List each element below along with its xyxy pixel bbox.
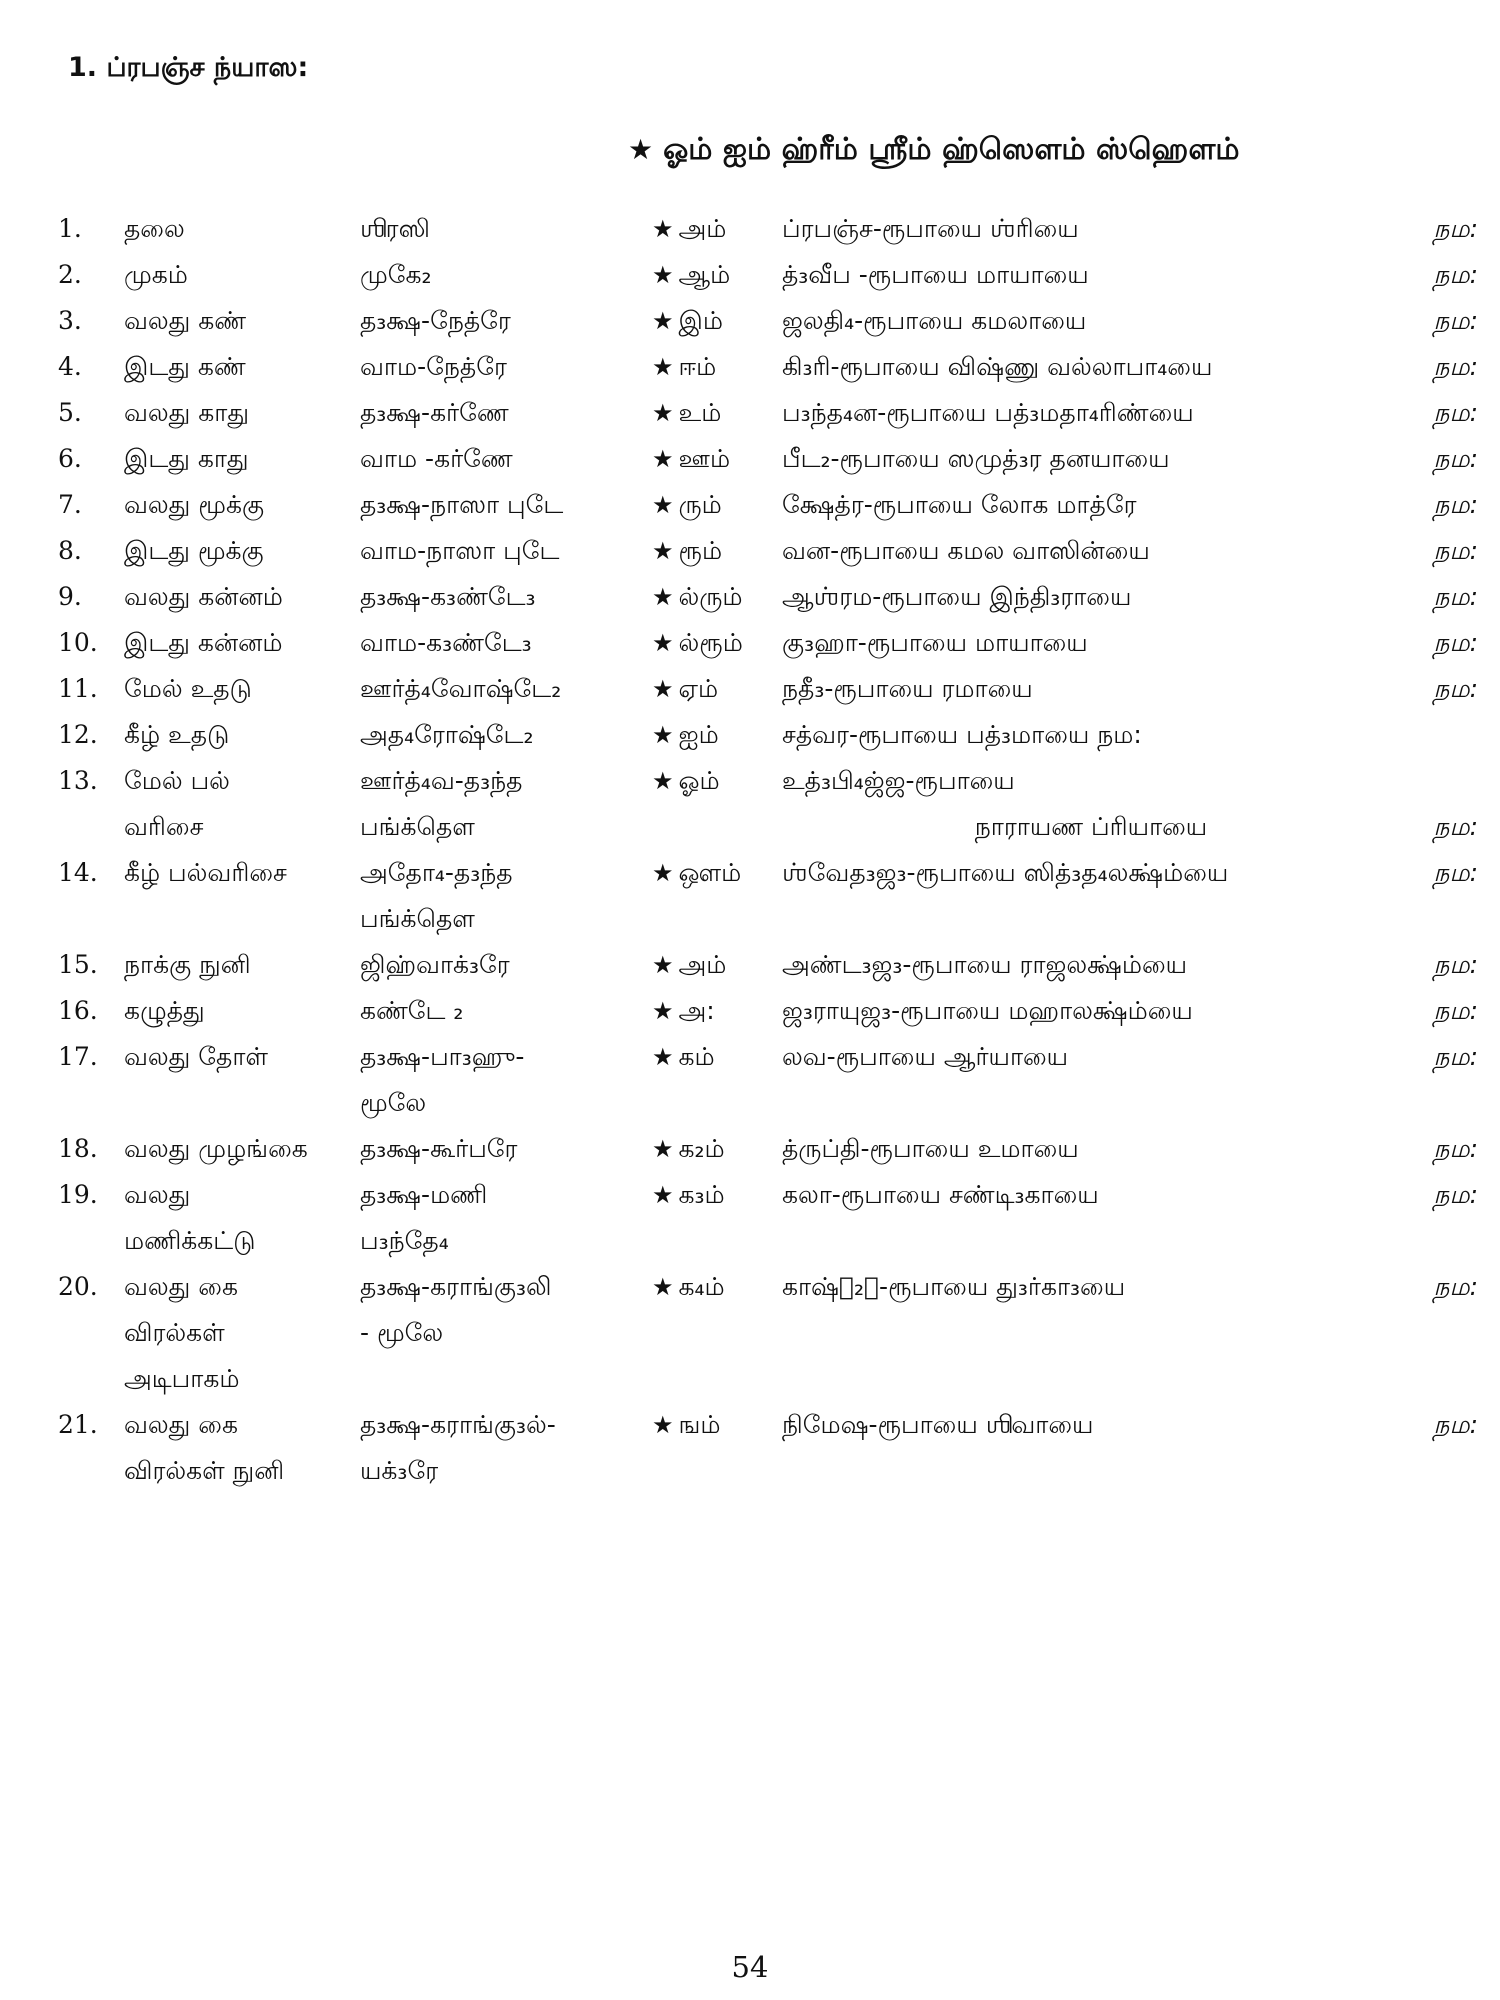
star-icon: ★	[652, 1043, 674, 1071]
nama-word	[1400, 850, 1478, 942]
table-row	[58, 298, 1478, 344]
sanskrit-location	[360, 206, 652, 252]
sanskrit-location	[360, 1126, 652, 1172]
description-line: ஶ்வேத₃ஜ₃-ரூபாயை ஸித்₃த₄லக்ஷ்ம்யை	[782, 858, 1229, 887]
star-icon: ★	[652, 261, 674, 289]
description-line: க்ஷேத்ர-ரூபாயை லோக மாத்ரே	[782, 490, 1137, 519]
row-number: 5.	[58, 398, 82, 427]
description-line: ப்ரபஞ்ச-ரூபாயை ஶ்ரியை	[782, 214, 1079, 243]
nama-word	[1400, 1402, 1478, 1494]
table-row	[58, 206, 1478, 252]
body-part-line: இடது கன்னம்	[124, 628, 283, 657]
row-number: 4.	[58, 352, 82, 381]
star-icon: ★	[652, 537, 674, 565]
seed-text: ரூம்	[678, 536, 723, 565]
star-icon: ★	[652, 1273, 674, 1301]
body-part	[124, 1264, 360, 1402]
sanskrit-line: கண்டே ₂	[360, 996, 464, 1025]
table-row	[58, 482, 1478, 528]
seed-syllable	[652, 528, 782, 574]
seed-text: க₃ம்	[678, 1180, 725, 1209]
body-part-line: இடது மூக்கு	[124, 536, 264, 565]
seed-syllable	[652, 850, 782, 942]
nama-word	[1400, 620, 1478, 666]
nama-text: நம:	[1433, 536, 1478, 565]
mantra-description	[782, 1034, 1400, 1126]
sanskrit-line: த₃க்ஷ-கூர்பரே	[360, 1134, 518, 1163]
sanskrit-line: த₃க்ஷ-பா₃ஹு-	[360, 1042, 525, 1071]
row-number: 17.	[58, 1042, 98, 1071]
body-part	[124, 206, 360, 252]
sanskrit-location	[360, 666, 652, 712]
star-icon: ★	[652, 399, 674, 427]
description-line: த்ருப்தி-ரூபாயை உமாயை	[782, 1134, 1079, 1163]
description-line: கலா-ரூபாயை சண்டி₃காயை	[782, 1180, 1099, 1209]
nama-word	[1400, 344, 1478, 390]
sanskrit-location	[360, 252, 652, 298]
sanskrit-line: மூலே	[360, 1088, 427, 1117]
body-part-line: வலது கண்	[124, 306, 247, 335]
body-part	[124, 344, 360, 390]
seed-text: கம்	[678, 1042, 715, 1071]
table-row	[58, 620, 1478, 666]
row-number: 15.	[58, 950, 98, 979]
body-part-line: வலது	[124, 1180, 191, 1209]
seed-syllable	[652, 1034, 782, 1126]
mantra-description	[782, 390, 1400, 436]
seed-syllable	[652, 344, 782, 390]
row-number: 11.	[58, 674, 98, 703]
seed-syllable	[652, 942, 782, 988]
nama-text: நம:	[1433, 1272, 1478, 1301]
seed-syllable	[652, 574, 782, 620]
sanskrit-line: அதோ₄-த₃ந்த	[360, 858, 513, 887]
seed-syllable	[652, 758, 782, 850]
mantra-description	[782, 942, 1400, 988]
table-row	[58, 1126, 1478, 1172]
seed-text: ஈம்	[678, 352, 717, 381]
seed-text: ஙம்	[678, 1410, 721, 1439]
table-row	[58, 344, 1478, 390]
star-icon: ★	[652, 445, 674, 473]
nama-word	[1400, 298, 1478, 344]
seed-syllable	[652, 1172, 782, 1264]
row-number: 9.	[58, 582, 82, 611]
sanskrit-line: த₃க்ஷ-கராங்கு₃லி	[360, 1272, 552, 1301]
seed-text: அம்	[678, 214, 727, 243]
seed-syllable	[652, 436, 782, 482]
table-row	[58, 1034, 1478, 1126]
sanskrit-location	[360, 344, 652, 390]
row-number: 6.	[58, 444, 82, 473]
star-icon: ★	[652, 721, 674, 749]
sanskrit-location	[360, 1172, 652, 1264]
nama-text: நம:	[1433, 352, 1478, 381]
body-part-line: நாக்கு நுனி	[124, 950, 251, 979]
description-line: நதீ₃-ரூபாயை ரமாயை	[782, 674, 1033, 703]
body-part	[124, 1034, 360, 1126]
sanskrit-line: வாம-நாஸா புடே	[360, 536, 560, 565]
body-part-line: வலது தோள்	[124, 1042, 268, 1071]
star-icon: ★	[652, 583, 674, 611]
sanskrit-location	[360, 436, 652, 482]
sanskrit-line: ஊர்த்₄வோஷ்டே₂	[360, 674, 562, 703]
seed-text: ரும்	[678, 490, 722, 519]
star-icon: ★	[652, 1411, 674, 1439]
nama-word	[1400, 988, 1478, 1034]
sanskrit-line: த₃க்ஷ-நாஸா புடே	[360, 490, 564, 519]
mantra-description	[782, 482, 1400, 528]
nama-text: நம:	[1433, 582, 1478, 611]
seed-text: உம்	[678, 398, 722, 427]
nama-word	[1400, 1172, 1478, 1264]
table-row	[58, 850, 1478, 942]
nama-text: நம:	[1433, 398, 1478, 427]
sanskrit-line: த₃க்ஷ-மணி	[360, 1180, 488, 1209]
nama-word	[1400, 758, 1478, 850]
nama-word	[1400, 206, 1478, 252]
body-part-line: இடது காது	[124, 444, 249, 473]
sanskrit-line: யக்₃ரே	[360, 1456, 439, 1485]
body-part	[124, 942, 360, 988]
body-part-line: வலது காது	[124, 398, 250, 427]
nama-text: நம:	[1433, 812, 1478, 841]
description-line: ஜலதி₄-ரூபாயை கமலாயை	[782, 306, 1087, 335]
sanskrit-line: வாம-நேத்ரே	[360, 352, 507, 381]
description-line: காஷ்ட₂ா-ரூபாயை து₃ர்கா₃யை	[782, 1272, 1126, 1301]
description-line: சத்வர-ரூபாயை பத்₃மாயை நம:	[782, 720, 1142, 749]
mantra-description	[782, 712, 1400, 758]
nyasa-table-body	[58, 206, 1478, 1494]
table-row	[58, 988, 1478, 1034]
body-part-line: கீழ் உதடு	[124, 720, 230, 749]
mantra-description	[782, 666, 1400, 712]
star-icon: ★	[652, 629, 674, 657]
body-part	[124, 528, 360, 574]
table-row	[58, 390, 1478, 436]
row-number: 10.	[58, 628, 98, 657]
row-number: 3.	[58, 306, 82, 335]
body-part-line: தலை	[124, 214, 185, 243]
mantra-description	[782, 252, 1400, 298]
table-row	[58, 666, 1478, 712]
nama-text: நம:	[1433, 444, 1478, 473]
sanskrit-location	[360, 1264, 652, 1402]
body-part-line: மணிக்கட்டு	[124, 1226, 256, 1255]
description-line: ஜ₃ராயுஜ₃-ரூபாயை மஹாலக்ஷ்ம்யை	[782, 996, 1193, 1025]
mantra-description	[782, 1126, 1400, 1172]
sanskrit-location	[360, 390, 652, 436]
body-part	[124, 252, 360, 298]
row-number: 13.	[58, 766, 98, 795]
description-line: அண்ட₃ஜ₃-ரூபாயை ராஜலக்ஷ்ம்யை	[782, 950, 1188, 979]
seed-text: க₄ம்	[678, 1272, 725, 1301]
sanskrit-line: ப₃ந்தே₄	[360, 1226, 449, 1255]
body-part-line: வலது முழங்கை	[124, 1134, 308, 1163]
star-icon: ★	[652, 767, 674, 795]
nama-text: நம:	[1433, 950, 1478, 979]
sanskrit-location	[360, 298, 652, 344]
nama-word	[1400, 1034, 1478, 1126]
nama-word	[1400, 482, 1478, 528]
seed-syllable	[652, 298, 782, 344]
mantra-description	[782, 988, 1400, 1034]
mantra-description	[782, 1402, 1400, 1494]
body-part	[124, 1402, 360, 1494]
row-number: 2.	[58, 260, 82, 289]
nama-text: நம:	[1433, 996, 1478, 1025]
description-line: ப₃ந்த₄ன-ரூபாயை பத்₃மதா₄ரிண்யை	[782, 398, 1194, 427]
mantra-description	[782, 344, 1400, 390]
sanskrit-location	[360, 620, 652, 666]
seed-text: அம்	[678, 950, 727, 979]
row-number: 21.	[58, 1410, 98, 1439]
nama-text: நம:	[1433, 1134, 1478, 1163]
seed-text: ல்ரூம்	[678, 628, 743, 657]
table-row	[58, 758, 1478, 850]
nama-word	[1400, 528, 1478, 574]
star-icon: ★	[652, 491, 674, 519]
body-part	[124, 1172, 360, 1264]
table-row	[58, 1264, 1478, 1402]
table-row	[58, 574, 1478, 620]
description-line: கு₃ஹா-ரூபாயை மாயாயை	[782, 628, 1088, 657]
sanskrit-line: அத₄ரோஷ்டே₂	[360, 720, 534, 749]
table-row	[58, 436, 1478, 482]
body-part	[124, 436, 360, 482]
row-number: 16.	[58, 996, 98, 1025]
body-part-line: மேல் உதடு	[124, 674, 252, 703]
sanskrit-line: - மூலே	[360, 1318, 444, 1347]
body-part-line: வலது கன்னம்	[124, 582, 283, 611]
seed-text: ல்ரும்	[678, 582, 743, 611]
description-line: வன-ரூபாயை கமல வாஸின்யை	[782, 536, 1150, 565]
nama-text: நம:	[1433, 674, 1478, 703]
star-icon: ★	[652, 675, 674, 703]
sanskrit-line: வாம -கர்ணே	[360, 444, 513, 473]
sanskrit-location	[360, 712, 652, 758]
mantra-description	[782, 620, 1400, 666]
seed-syllable	[652, 620, 782, 666]
body-part-line: விரல்கள்	[124, 1318, 225, 1347]
sanskrit-line: ஶிரஸி	[360, 214, 430, 243]
nama-word	[1400, 1264, 1478, 1402]
seed-text: ஊம்	[678, 444, 731, 473]
body-part-line: மேல் பல்	[124, 766, 230, 795]
nama-text: நம:	[1433, 490, 1478, 519]
seed-text: இம்	[678, 306, 723, 335]
body-part-line: விரல்கள் நுனி	[124, 1456, 285, 1485]
sanskrit-line: த₃க்ஷ-கராங்கு₃ல்-	[360, 1410, 556, 1439]
nama-text: நம:	[1433, 858, 1478, 887]
nama-word	[1400, 666, 1478, 712]
sanskrit-line: த₃க்ஷ-நேத்ரே	[360, 306, 511, 335]
nama-text: நம:	[1433, 1042, 1478, 1071]
body-part	[124, 988, 360, 1034]
nama-text: நம:	[1433, 1180, 1478, 1209]
sanskrit-line: ஜிஹ்வாக்₃ரே	[360, 950, 510, 979]
star-icon: ★	[652, 1135, 674, 1163]
sanskrit-line: ஊர்த்₄வ-த₃ந்த	[360, 766, 523, 795]
body-part	[124, 666, 360, 712]
sanskrit-location	[360, 942, 652, 988]
row-number: 19.	[58, 1180, 98, 1209]
body-part	[124, 482, 360, 528]
star-icon: ★	[652, 951, 674, 979]
row-number: 20.	[58, 1272, 98, 1301]
seed-syllable	[652, 988, 782, 1034]
sanskrit-location	[360, 528, 652, 574]
mantra-description	[782, 758, 1400, 850]
body-part	[124, 758, 360, 850]
seed-syllable	[652, 1126, 782, 1172]
mantra-description	[782, 298, 1400, 344]
table-row	[58, 528, 1478, 574]
description-line: உத்₃பி₄ஜ்ஜ-ரூபாயை	[782, 766, 1015, 795]
body-part-line: அடிபாகம்	[124, 1364, 240, 1393]
nama-word	[1400, 390, 1478, 436]
sanskrit-location	[360, 988, 652, 1034]
description-line: த்₃வீப -ரூபாயை மாயாயை	[782, 260, 1089, 289]
row-number: 8.	[58, 536, 82, 565]
seed-text: அ:	[678, 996, 715, 1025]
page-number: 54	[731, 1950, 769, 1984]
body-part-line: கீழ் பல்வரிசை	[124, 858, 287, 887]
description-line: கி₃ரி-ரூபாயை விஷ்ணு வல்லாபா₄யை	[782, 352, 1213, 381]
row-number: 7.	[58, 490, 82, 519]
seed-text: ஔம்	[678, 858, 742, 887]
star-icon: ★	[628, 133, 654, 166]
mantra-text: ஓம் ஐம் ஹ்ரீம் ஸ்ரீம் ஹ்ஸௌம் ஸ்ஹௌம்	[663, 132, 1240, 167]
nama-word	[1400, 942, 1478, 988]
nama-text: நம:	[1433, 306, 1478, 335]
sanskrit-line: த₃க்ஷ-க₃ண்டே₃	[360, 582, 536, 611]
body-part-line: வரிசை	[124, 812, 204, 841]
seed-text: க₂ம்	[678, 1134, 725, 1163]
seed-syllable	[652, 666, 782, 712]
body-part-line: முகம்	[124, 260, 188, 289]
star-icon: ★	[652, 307, 674, 335]
sanskrit-location	[360, 482, 652, 528]
mantra-description	[782, 206, 1400, 252]
seed-syllable	[652, 252, 782, 298]
mantra-description	[782, 850, 1400, 942]
body-part	[124, 574, 360, 620]
nama-word	[1400, 712, 1478, 758]
nyasa-table	[58, 206, 1478, 1494]
star-icon: ★	[652, 353, 674, 381]
body-part	[124, 712, 360, 758]
sanskrit-line: த₃க்ஷ-கர்ணே	[360, 398, 509, 427]
sanskrit-line: வாம-க₃ண்டே₃	[360, 628, 532, 657]
table-row	[58, 942, 1478, 988]
seed-syllable	[652, 1264, 782, 1402]
seed-text: ஐம்	[678, 720, 719, 749]
table-row	[58, 252, 1478, 298]
description-continuation: நாராயண ப்ரியாயை	[974, 812, 1208, 841]
star-icon: ★	[652, 997, 674, 1025]
spacer	[1400, 758, 1478, 804]
body-part-line: வலது கை	[124, 1272, 238, 1301]
sanskrit-line: பங்க்தௌ	[360, 904, 475, 933]
mantra-description	[782, 1264, 1400, 1402]
nama-text: நம:	[1433, 628, 1478, 657]
nama-word	[1400, 436, 1478, 482]
seed-text: ஏம்	[678, 674, 719, 703]
seed-text: ஓம்	[678, 766, 720, 795]
star-icon: ★	[652, 859, 674, 887]
nama-text: நம:	[1433, 260, 1478, 289]
body-part	[124, 850, 360, 942]
description-line: லவ-ரூபாயை ஆர்யாயை	[782, 1042, 1069, 1071]
body-part-line: இடது கண்	[124, 352, 246, 381]
sanskrit-location	[360, 850, 652, 942]
seed-syllable	[652, 1402, 782, 1494]
row-number: 18.	[58, 1134, 98, 1163]
mantra-line	[628, 132, 1240, 171]
table-row	[58, 1402, 1478, 1494]
seed-syllable	[652, 712, 782, 758]
mantra-description	[782, 436, 1400, 482]
mantra-description	[782, 1172, 1400, 1264]
nama-word	[1400, 574, 1478, 620]
body-part-line: கழுத்து	[124, 996, 205, 1025]
seed-syllable	[652, 390, 782, 436]
row-number: 14.	[58, 858, 98, 887]
nama-word	[1400, 252, 1478, 298]
body-part-line: வலது கை	[124, 1410, 238, 1439]
body-part	[124, 620, 360, 666]
table-row	[58, 1172, 1478, 1264]
seed-syllable	[652, 482, 782, 528]
body-part	[124, 298, 360, 344]
body-part	[124, 390, 360, 436]
sanskrit-line: முகே₂	[360, 260, 432, 289]
sanskrit-location	[360, 1034, 652, 1126]
nama-text: நம:	[1433, 214, 1478, 243]
star-icon: ★	[652, 215, 674, 243]
description-line: நிமேஷ-ரூபாயை ஶிவாயை	[782, 1410, 1094, 1439]
description-line: ஆஶ்ரம-ரூபாயை இந்தி₃ராயை	[782, 582, 1132, 611]
sanskrit-location	[360, 1402, 652, 1494]
star-icon: ★	[652, 1181, 674, 1209]
nama-word	[1400, 1126, 1478, 1172]
body-part	[124, 1126, 360, 1172]
sanskrit-line: பங்க்தௌ	[360, 812, 475, 841]
sanskrit-location	[360, 758, 652, 850]
table-row	[58, 712, 1478, 758]
sanskrit-location	[360, 574, 652, 620]
seed-text: ஆம்	[678, 260, 731, 289]
mantra-description	[782, 574, 1400, 620]
section-heading: 1. ப்ரபஞ்ச ந்யாஸ:	[68, 52, 309, 83]
nama-text: நம:	[1433, 1410, 1478, 1439]
body-part-line: வலது மூக்கு	[124, 490, 265, 519]
description-line: பீட₂-ரூபாயை ஸமுத்₃ர தனயாயை	[782, 444, 1170, 473]
row-number: 12.	[58, 720, 98, 749]
row-number: 1.	[58, 214, 82, 243]
mantra-description	[782, 528, 1400, 574]
seed-syllable	[652, 206, 782, 252]
